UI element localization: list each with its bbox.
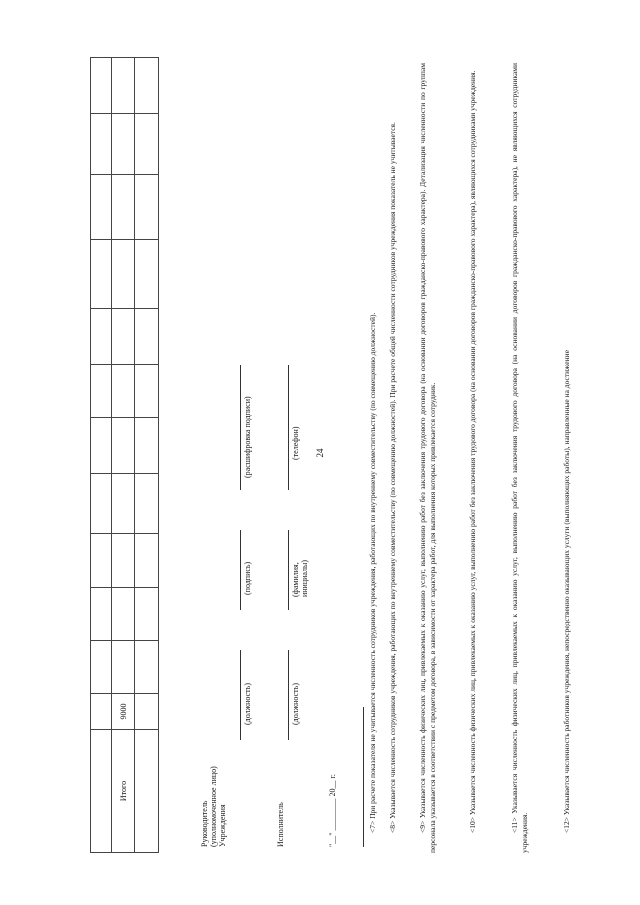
table-cell bbox=[91, 175, 112, 240]
head-institution: Учреждения bbox=[218, 804, 227, 847]
table-cell bbox=[91, 365, 112, 418]
signature-line bbox=[240, 530, 241, 610]
table-cell bbox=[135, 240, 159, 309]
table-cell bbox=[135, 175, 159, 240]
executor-position-line bbox=[288, 650, 289, 740]
caption-signature: (подпись) bbox=[243, 561, 252, 595]
table-row bbox=[135, 58, 159, 853]
table-cell bbox=[112, 175, 135, 240]
table-cell bbox=[112, 240, 135, 309]
caption-position2: (должность) bbox=[291, 683, 300, 725]
executor-name-line bbox=[288, 530, 289, 610]
table-cell bbox=[112, 114, 135, 175]
table-cell bbox=[135, 474, 159, 534]
table-cell bbox=[135, 641, 159, 694]
table-cell bbox=[91, 418, 112, 474]
head-title: Руководитель bbox=[200, 800, 209, 847]
date-line: "__" ________ 20__ г. bbox=[328, 774, 337, 847]
table-cell bbox=[91, 309, 112, 365]
table-cell bbox=[112, 641, 135, 694]
footnote-separator bbox=[363, 707, 364, 847]
executor-label: Исполнитель bbox=[276, 802, 285, 847]
table-cell bbox=[135, 114, 159, 175]
table-cell bbox=[135, 58, 159, 114]
table-cell bbox=[91, 474, 112, 534]
table-cell bbox=[135, 365, 159, 418]
total-code: 9000 bbox=[112, 694, 135, 730]
decoding-line bbox=[240, 365, 241, 490]
table-cell bbox=[91, 240, 112, 309]
table-cell bbox=[91, 588, 112, 641]
table-cell bbox=[135, 418, 159, 474]
table-cell bbox=[112, 58, 135, 114]
summary-table bbox=[90, 57, 159, 853]
table-cell bbox=[112, 365, 135, 418]
table-cell bbox=[112, 474, 135, 534]
table-row bbox=[91, 58, 112, 853]
table-cell bbox=[91, 694, 112, 730]
table-cell bbox=[112, 418, 135, 474]
footnote-9: <9> Указывается численность физических лиц, привлекаемых к оказанию услуг, выполнению работ без заключения трудового договора (на основании договоров гражданско-правового характера). Детализация численности по группам персонала указывается в соответствии с предметом договора, в зависимости от характера работ, для выполнения которых привлекается сотрудник. bbox=[418, 63, 437, 853]
table-cell bbox=[91, 58, 112, 114]
table-cell bbox=[112, 588, 135, 641]
caption-position: (должность) bbox=[243, 683, 252, 725]
position-line bbox=[240, 650, 241, 740]
table-cell bbox=[135, 588, 159, 641]
footnote-10: <10> Указывается численность физических лиц, привлекаемых к оказанию услуг, выполнению работ без заключения трудового договора (на основании договоров гражданско-правового характера), являющихся сотрудниками учреждения. bbox=[468, 70, 477, 833]
table-cell bbox=[91, 534, 112, 588]
footnote-8: <8> Указывается численность сотрудников учреждения, работающих по внутреннему совместительству (по совмещению должностей). При расчете общей численности сотрудников учреждения показатель не учитывается. bbox=[388, 122, 397, 833]
caption-phone: (телефон) bbox=[291, 426, 300, 460]
table-cell bbox=[135, 534, 159, 588]
table-cell bbox=[135, 309, 159, 365]
executor-phone-line bbox=[288, 365, 289, 490]
table-cell bbox=[91, 641, 112, 694]
footnote-11: <11> Указывается численность физических лиц, привлекаемых к оказанию услуг, выполнению работ без заключения трудового договора (на основании договоров гражданско-правового характера), не являющихся сотрудниками учреждения. bbox=[510, 63, 529, 853]
caption-initials: инициалы) bbox=[300, 559, 309, 597]
footnote-12: <12> Указывается численность работников учреждения, непосредственно оказывающих услуги (выполняющих работы), направленные на достижение bbox=[562, 350, 571, 833]
table-cell bbox=[91, 114, 112, 175]
table-cell bbox=[91, 730, 112, 853]
head-subtitle: (уполномоченное лицо) bbox=[209, 766, 218, 847]
caption-name: (фамилия, bbox=[291, 562, 300, 597]
table-cell bbox=[135, 730, 159, 853]
table-cell bbox=[135, 694, 159, 730]
page-number: 24 bbox=[315, 448, 325, 458]
footnote-7: <7> При расчете показателя не учитывается численность сотрудников учреждения, работающих по внутреннему совместительству (по совмещению должностей). bbox=[368, 312, 377, 833]
table-cell bbox=[112, 534, 135, 588]
caption-decoding: (расшифровка подписи) bbox=[243, 396, 252, 478]
total-label: Итого bbox=[112, 730, 135, 853]
table-row bbox=[112, 58, 135, 853]
table-cell bbox=[112, 309, 135, 365]
